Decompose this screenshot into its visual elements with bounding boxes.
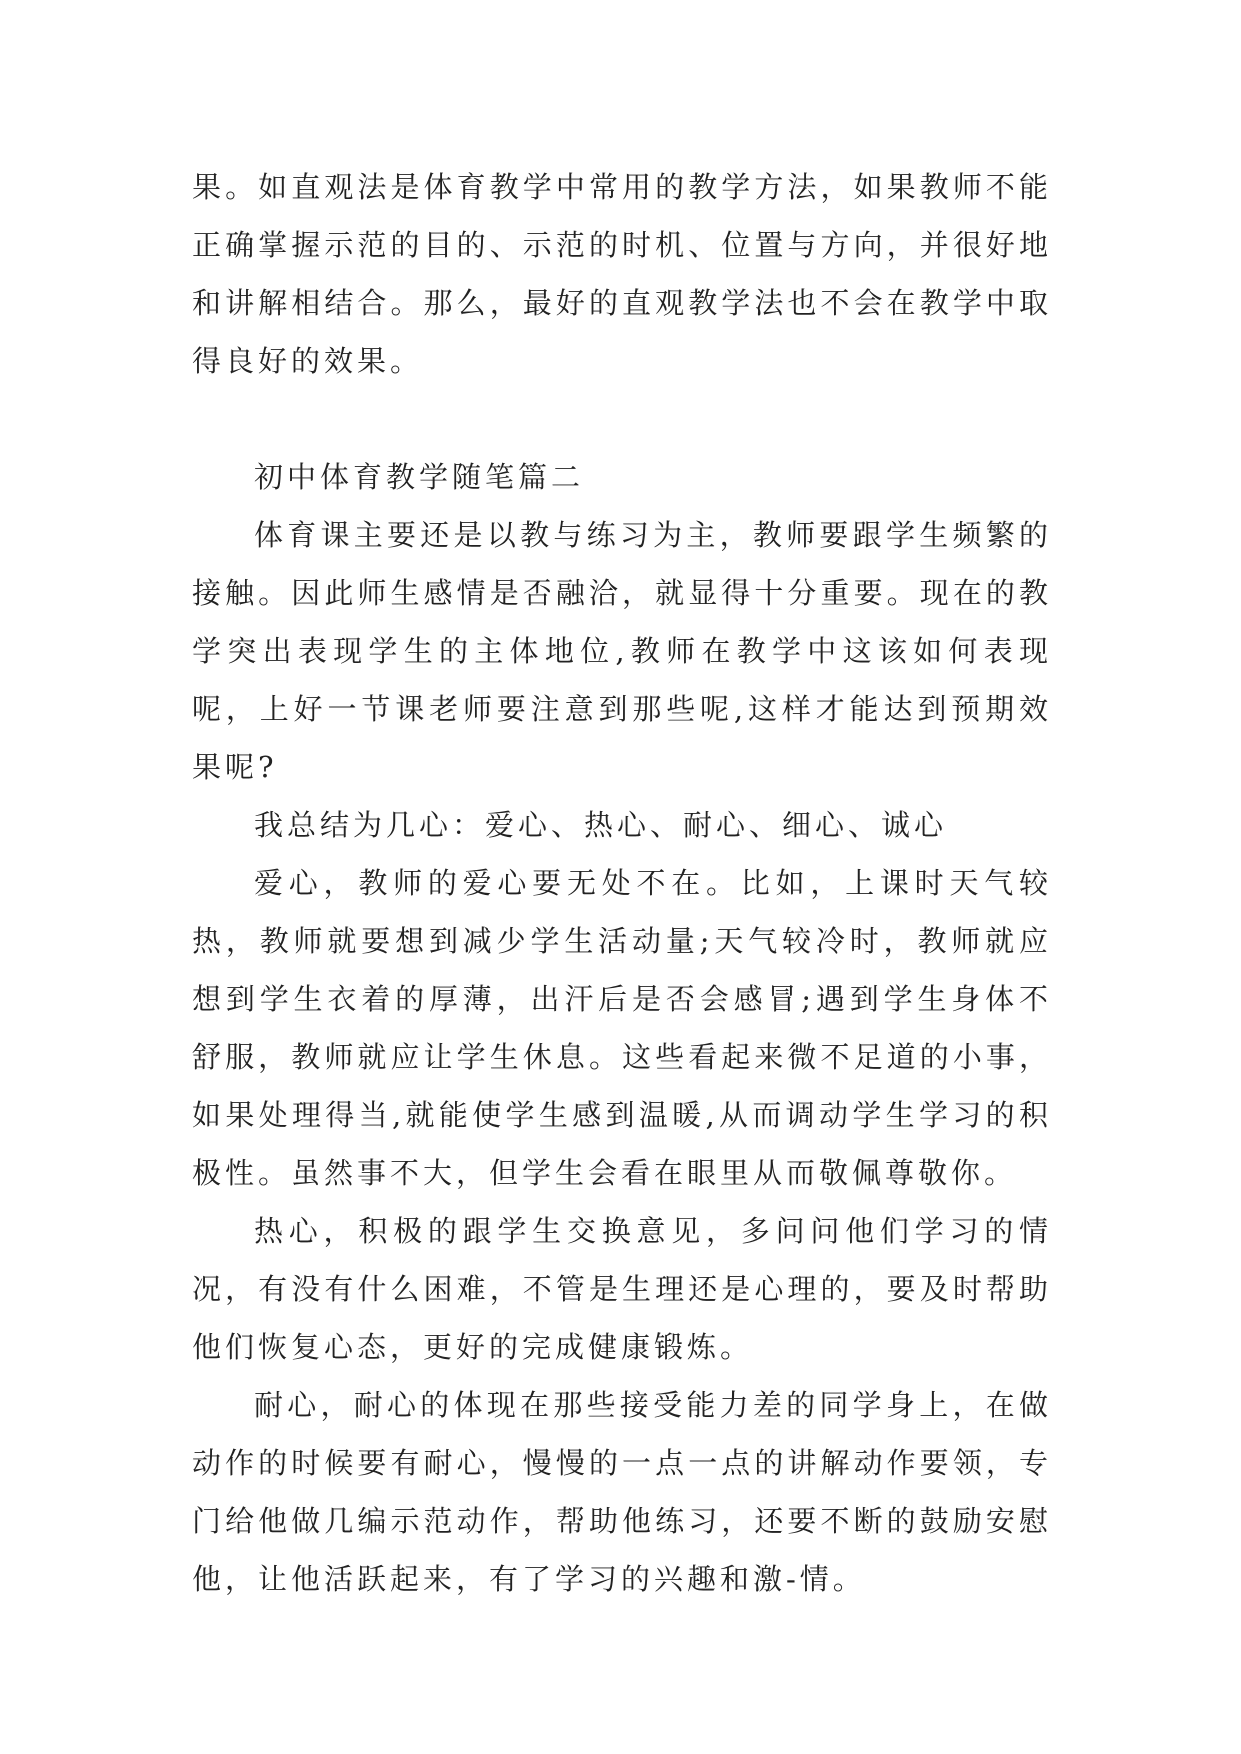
paragraph-continuation: 果。如直观法是体育教学中常用的教学方法，如果教师不能正确掌握示范的目的、示范的时机、位置与方向，并很好地和讲解相结合。那么，最好的直观教学法也不会在教学中取得良好的效果。 [192,170,1052,378]
paragraph-enthusiasm: 热心，积极的跟学生交换意见，多问问他们学习的情况，有没有什么困难，不管是生理还是心理的，要及时帮助他们恢复心态，更好的完成健康锻炼。 [192,1214,1052,1364]
paragraph-intro: 体育课主要还是以教与练习为主，教师要跟学生频繁的接触。因此师生感情是否融洽，就显得十分重要。现在的教学突出表现学生的主体地位,教师在教学中这该如何表现呢，上好一节课老师要注意到那些呢,这样才能达到预期效果呢? [192,518,1052,784]
paragraph-summary: 我总结为几心：爱心、热心、耐心、细心、诚心 [254,808,948,842]
paragraph-love: 爱心，教师的爱心要无处不在。比如，上课时天气较热，教师就要想到减少学生活动量;天气较冷时，教师就应想到学生衣着的厚薄，出汗后是否会感冒;遇到学生身体不舒服，教师就应让学生休息。这些看起来微不足道的小事，如果处理得当,就能使学生感到温暖,从而调动学生学习的积极性。虽然事不大，但学生会看在眼里从而敬佩尊敬你。 [192,866,1052,1190]
document-page [192,158,1052,1608]
paragraph-patience: 耐心，耐心的体现在那些接受能力差的同学身上，在做动作的时候要有耐心，慢慢的一点一点的讲解动作要领，专门给他做几编示范动作，帮助他练习，还要不断的鼓励安慰他，让他活跃起来，有了学习的兴趣和激-情。 [192,1388,1052,1596]
section-heading: 初中体育教学随笔篇二 [254,460,585,494]
